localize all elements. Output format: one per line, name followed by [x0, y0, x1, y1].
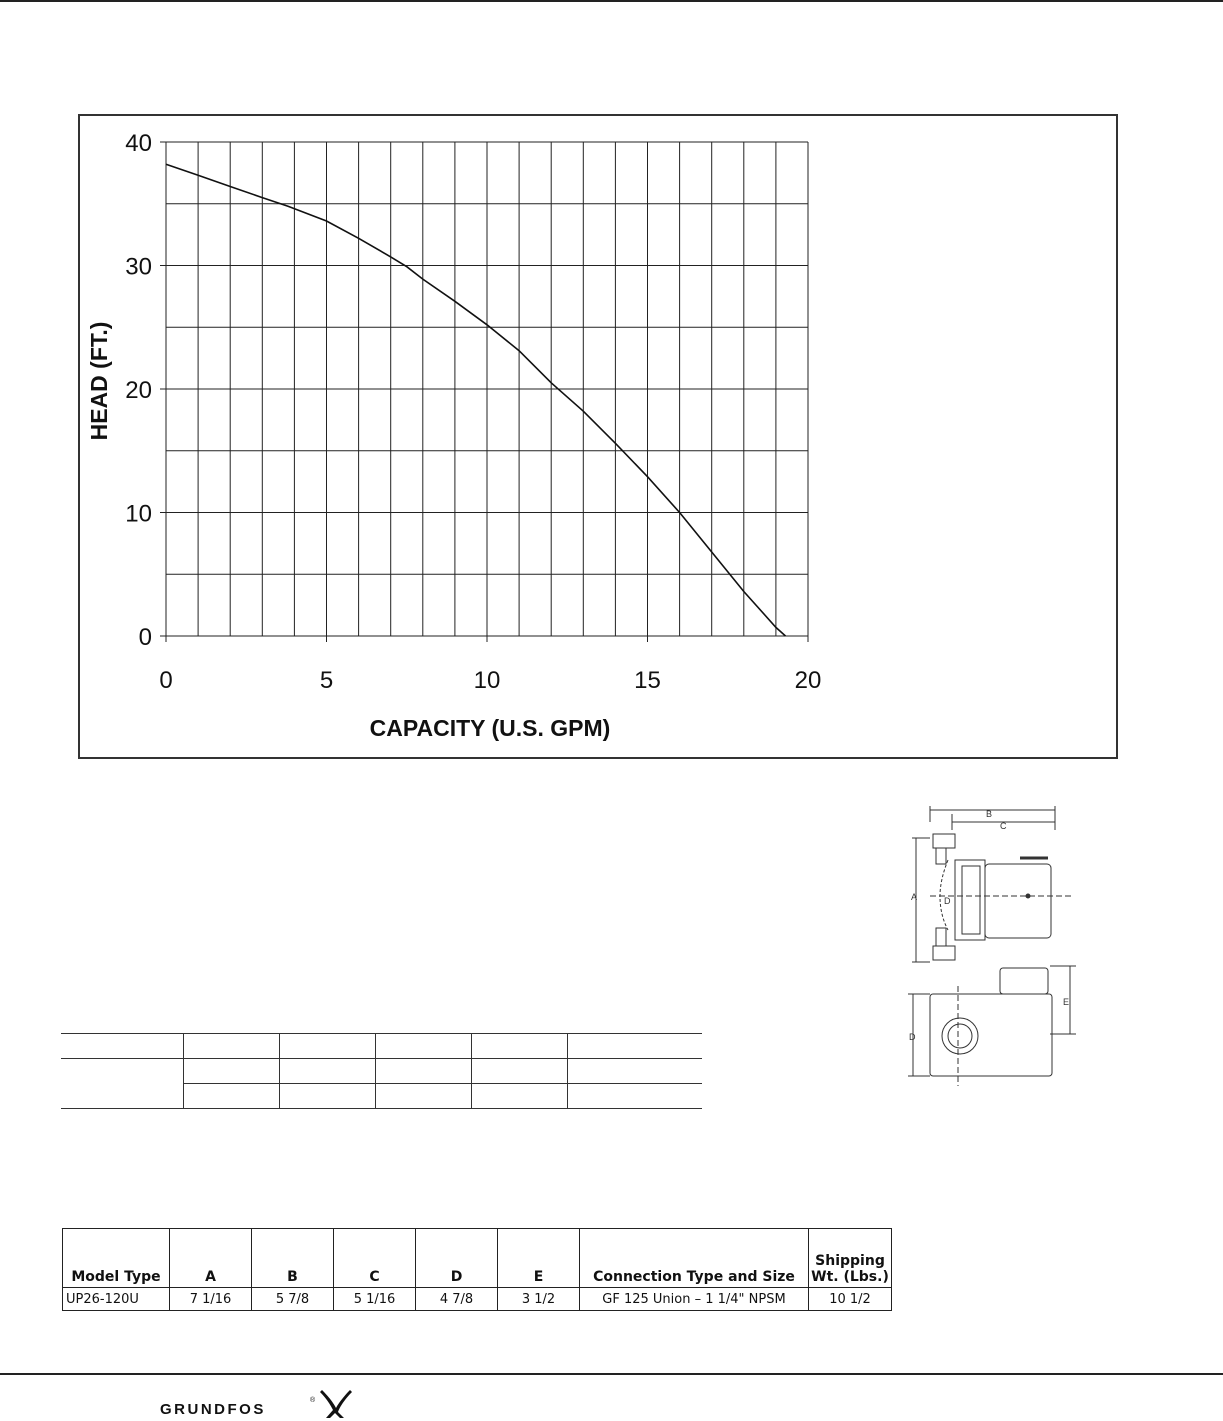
dimension-table: [62, 1228, 892, 1311]
y-tick-label: 30: [125, 253, 152, 281]
empty-cell: [376, 1034, 472, 1059]
cell-model-type: UP26-120U: [63, 1288, 170, 1311]
empty-cell: [472, 1084, 568, 1109]
empty-cell: [376, 1084, 472, 1109]
header-d: D: [416, 1229, 498, 1288]
dimension-label-d: D: [909, 1032, 916, 1042]
registered-mark: ®: [310, 1397, 316, 1404]
empty-cell: [568, 1084, 703, 1109]
header-b: B: [252, 1229, 334, 1288]
cell-a: 7 1/16: [170, 1288, 252, 1311]
x-axis-title: CAPACITY (U.S. GPM): [369, 715, 611, 741]
header-e: E: [498, 1229, 580, 1288]
dimension-label-a: A: [911, 892, 918, 902]
empty-cell: [472, 1034, 568, 1059]
empty-cell: [280, 1084, 376, 1109]
cell-e: 3 1/2: [498, 1288, 580, 1311]
pump-curve-chart: [80, 116, 1116, 757]
pump-curve-chart-frame: [78, 114, 1118, 759]
cell-b: 5 7/8: [252, 1288, 334, 1311]
header-a: A: [170, 1229, 252, 1288]
series-line: [166, 164, 786, 636]
empty-cell: [568, 1059, 703, 1084]
brand-name: GRUNDFOS: [160, 1401, 266, 1418]
cell-d: 4 7/8: [416, 1288, 498, 1311]
empty-table-grid: [61, 1033, 702, 1109]
y-tick-label: 0: [138, 624, 152, 651]
y-tick-label: 40: [125, 130, 152, 157]
header-c: C: [334, 1229, 416, 1288]
empty-cell: [280, 1059, 376, 1084]
dimension-table-header-row: [63, 1229, 892, 1288]
empty-cell: [61, 1034, 184, 1059]
cell-connection: GF 125 Union – 1 1/4" NPSM: [580, 1288, 809, 1311]
table-row: [63, 1288, 892, 1311]
empty-cell: [184, 1059, 280, 1084]
header-model-type: Model Type: [63, 1229, 170, 1288]
bottom-rule: [0, 1373, 1223, 1375]
y-tick-label: 20: [125, 377, 152, 404]
dimension-label-b: B: [986, 809, 993, 819]
top-rule: [0, 0, 1223, 2]
header-shipping-weight: Shipping Wt. (Lbs.): [809, 1229, 892, 1288]
pump-dimension-drawing: [900, 800, 1080, 1090]
x-tick-label: 0: [159, 667, 173, 694]
dimension-label-c: C: [1000, 821, 1007, 831]
cell-shipping-weight: 10 1/2: [809, 1288, 892, 1311]
x-tick-label: 20: [794, 667, 822, 694]
y-tick-label: 10: [125, 500, 152, 528]
chart-grid: [160, 142, 808, 642]
grundfos-mark-icon: [318, 1386, 354, 1420]
x-tick-label: 5: [319, 667, 334, 694]
empty-cell: [376, 1059, 472, 1084]
header-connection: Connection Type and Size: [580, 1229, 809, 1288]
y-axis-title: HEAD (FT.): [86, 321, 112, 441]
x-tick-label: 10: [473, 667, 501, 694]
empty-cell: [472, 1059, 568, 1084]
empty-cell: [568, 1034, 703, 1059]
dimension-label-e: E: [1063, 997, 1070, 1007]
empty-cell: [184, 1034, 280, 1059]
cell-c: 5 1/16: [334, 1288, 416, 1311]
empty-cell: [61, 1059, 184, 1109]
empty-cell: [280, 1034, 376, 1059]
x-tick-label: 15: [634, 667, 661, 694]
dimension-label-d-top: D: [944, 896, 951, 906]
empty-cell: [184, 1084, 280, 1109]
